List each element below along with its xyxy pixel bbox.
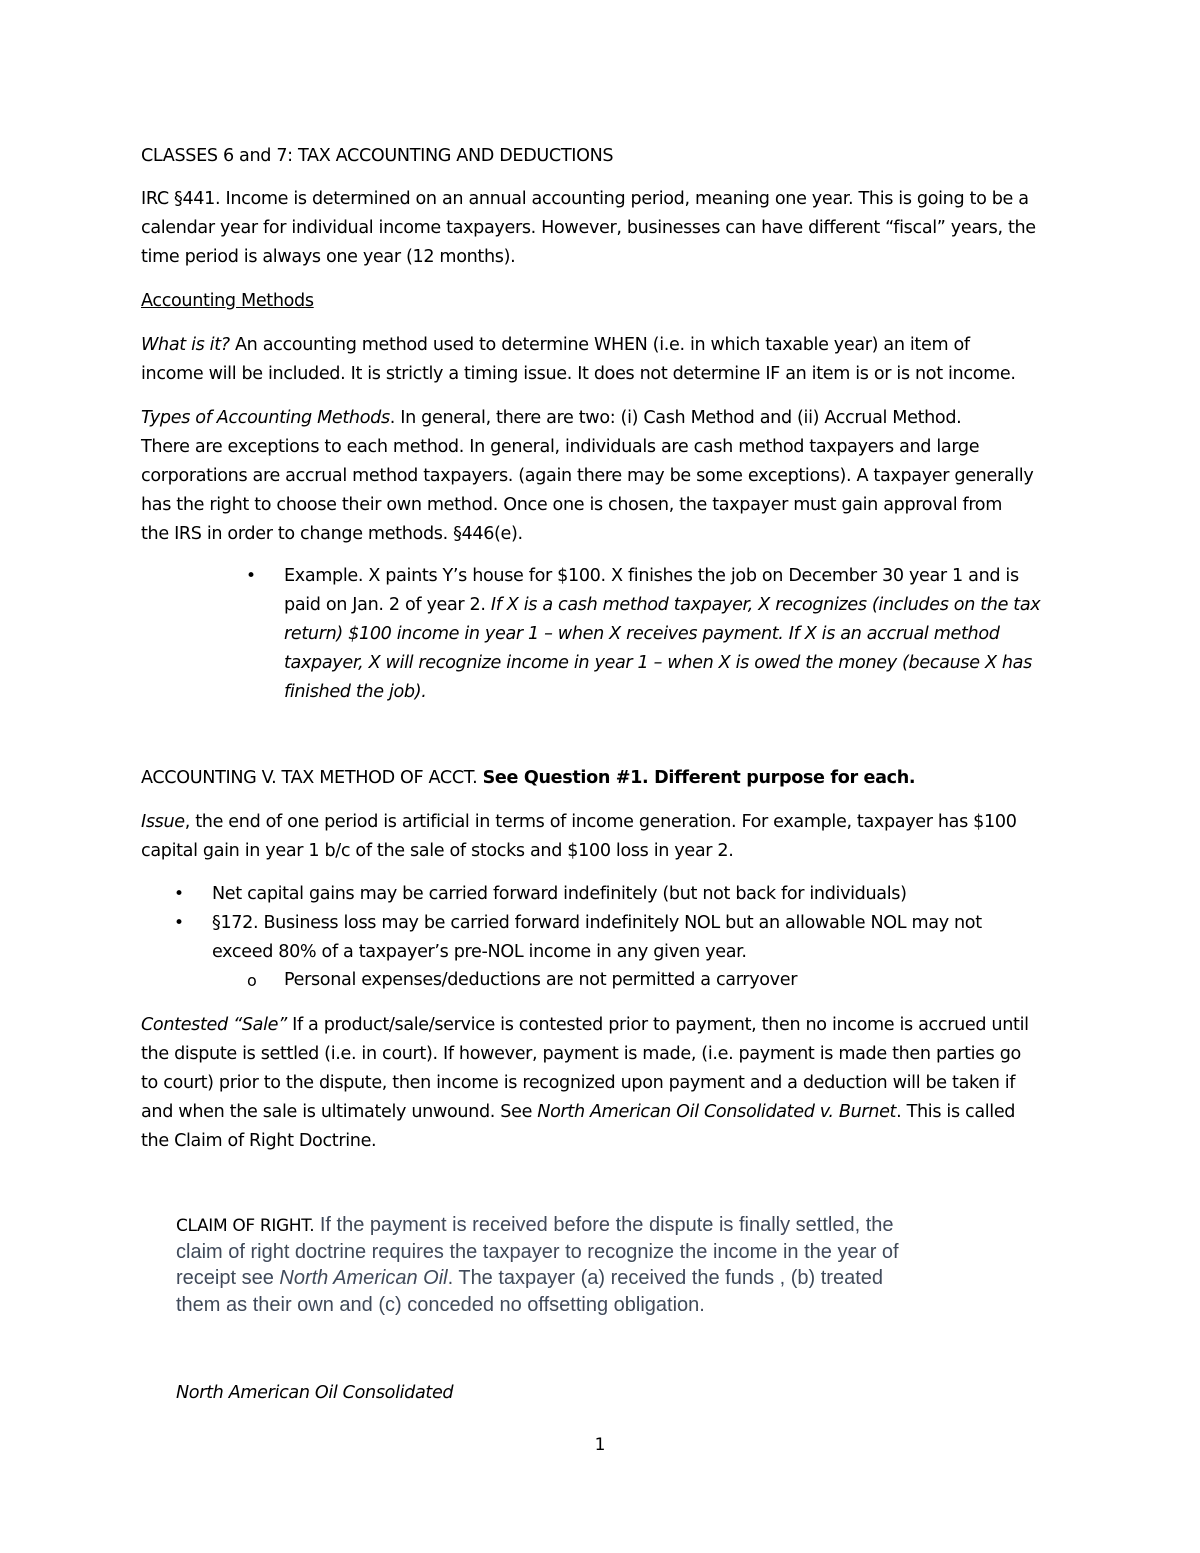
contested-line-1 <box>141 1011 1081 1040</box>
types-line-1 <box>141 404 1081 433</box>
section-heading-accounting-methods: Accounting Methods <box>141 291 314 311</box>
claim-of-right-lead: CLAIM OF RIGHT. <box>176 1216 315 1236</box>
types-text: . In general, there are two: (i) Cash Method and (ii) Accrual Method. <box>389 408 962 428</box>
claim-line-3-end: . The taxpayer (a) received the funds , (b) treated <box>447 1267 884 1289</box>
example-line-2-italic: If X is a cash method taxpayer, X recognizes (includes on the tax <box>490 595 1041 615</box>
intro-line-2: calendar year for individual income taxpayers. However, businesses can have different “fiscal” years, the <box>141 218 1036 238</box>
contested-line-5: the Claim of Right Doctrine. <box>141 1131 377 1151</box>
types-line-4: has the right to choose their own method. Once one is chosen, the taxpayer must gain approval from <box>141 495 1003 515</box>
bullet-2-line-2: exceed 80% of a taxpayer’s pre-NOL income in any given year. <box>212 942 747 962</box>
what-is-it-line-2: income will be included. It is strictly a timing issue. It does not determine IF an item is or is not income. <box>141 364 1016 384</box>
claim-line-3 <box>176 1265 1076 1292</box>
bullet-1-text: Net capital gains may be carried forward indefinitely (but not back for individuals) <box>212 884 907 904</box>
document-heading: CLASSES 6 and 7: TAX ACCOUNTING AND DEDUCTIONS <box>141 146 614 166</box>
contested-line-4-end: . This is called <box>896 1102 1016 1122</box>
issue-line-2: capital gain in year 1 b/c of the sale of stocks and $100 loss in year 2. <box>141 841 734 861</box>
acct-v-tax-plain: ACCOUNTING V. TAX METHOD OF ACCT. <box>141 768 483 788</box>
intro-line-3: time period is always one year (12 months). <box>141 247 516 267</box>
north-american-heading: North American Oil Consolidated <box>176 1383 454 1403</box>
example-line-4: taxpayer, X will recognize income in year 1 – when X is owed the money (because X has <box>284 653 1032 673</box>
acct-v-tax-heading <box>141 764 1081 793</box>
claim-line-1 <box>176 1212 1076 1240</box>
types-line-5: the IRS in order to change methods. §446(e). <box>141 524 523 544</box>
claim-line-1-text: If the payment is received before the dispute is finally settled, the <box>314 1214 894 1236</box>
what-is-it-text: An accounting method used to determine WHEN (i.e. in which taxable year) an item of <box>229 335 970 355</box>
types-label: Types of Accounting Methods <box>141 408 390 428</box>
contested-line-2: the dispute is settled (i.e. in court). If however, payment is made, (i.e. payment is made then parties go <box>141 1044 1021 1064</box>
contested-line-4 <box>141 1098 1081 1127</box>
claim-line-3-plain: receipt see <box>176 1267 280 1289</box>
claim-line-4: them as their own and (c) conceded no offsetting obligation. <box>176 1294 705 1316</box>
example-line-5: finished the job). <box>284 682 427 702</box>
contested-text: If a product/sale/service is contested prior to payment, then no income is accrued until <box>286 1015 1029 1035</box>
sub-bullet-text: Personal expenses/deductions are not permitted a carryover <box>284 970 798 990</box>
what-is-it-label: What is it? <box>141 335 230 355</box>
page-number: 1 <box>594 1435 606 1455</box>
contested-label: Contested “Sale” <box>141 1015 287 1035</box>
types-line-3: corporations are accrual method taxpayers. (again there may be some exceptions). A taxpayer generally <box>141 466 1034 486</box>
acct-v-tax-bold: See Question #1. Different purpose for each. <box>482 768 916 788</box>
case-name: North American Oil Consolidated v. Burnet <box>537 1102 897 1122</box>
example-line-1: Example. X paints Y’s house for $100. X finishes the job on December 30 year 1 and is <box>284 566 1019 586</box>
intro-line-1: IRC §441. Income is determined on an annual accounting period, meaning one year. This is going to be a <box>141 189 1029 209</box>
example-line-2-plain: paid on Jan. 2 of year 2. <box>284 595 491 615</box>
bullet-1-marker: • <box>174 884 185 904</box>
bullet-2-marker: • <box>174 913 185 933</box>
issue-text: , the end of one period is artificial in terms of income generation. For example, taxpayer has $100 <box>184 812 1017 832</box>
contested-line-3: to court) prior to the dispute, then income is recognized upon payment and a deduction will be taken if <box>141 1073 1016 1093</box>
issue-label: Issue <box>141 812 185 832</box>
example-bullet: • <box>246 566 257 586</box>
issue-line-1 <box>141 808 1081 837</box>
example-line-2 <box>284 591 1200 620</box>
contested-line-4-plain: and when the sale is ultimately unwound. See <box>141 1102 538 1122</box>
types-line-2: There are exceptions to each method. In general, individuals are cash method taxpayers and large <box>141 437 980 457</box>
bullet-2-line-1: §172. Business loss may be carried forward indefinitely NOL but an allowable NOL may not <box>212 913 982 933</box>
what-is-it-line-1 <box>141 331 1081 360</box>
claim-line-2: claim of right doctrine requires the taxpayer to recognize the income in the year of <box>176 1241 899 1263</box>
sub-bullet-marker: o <box>247 971 257 990</box>
claim-case-name: North American Oil <box>279 1267 448 1289</box>
example-line-3: return) $100 income in year 1 – when X receives payment. If X is an accrual method <box>284 624 1000 644</box>
